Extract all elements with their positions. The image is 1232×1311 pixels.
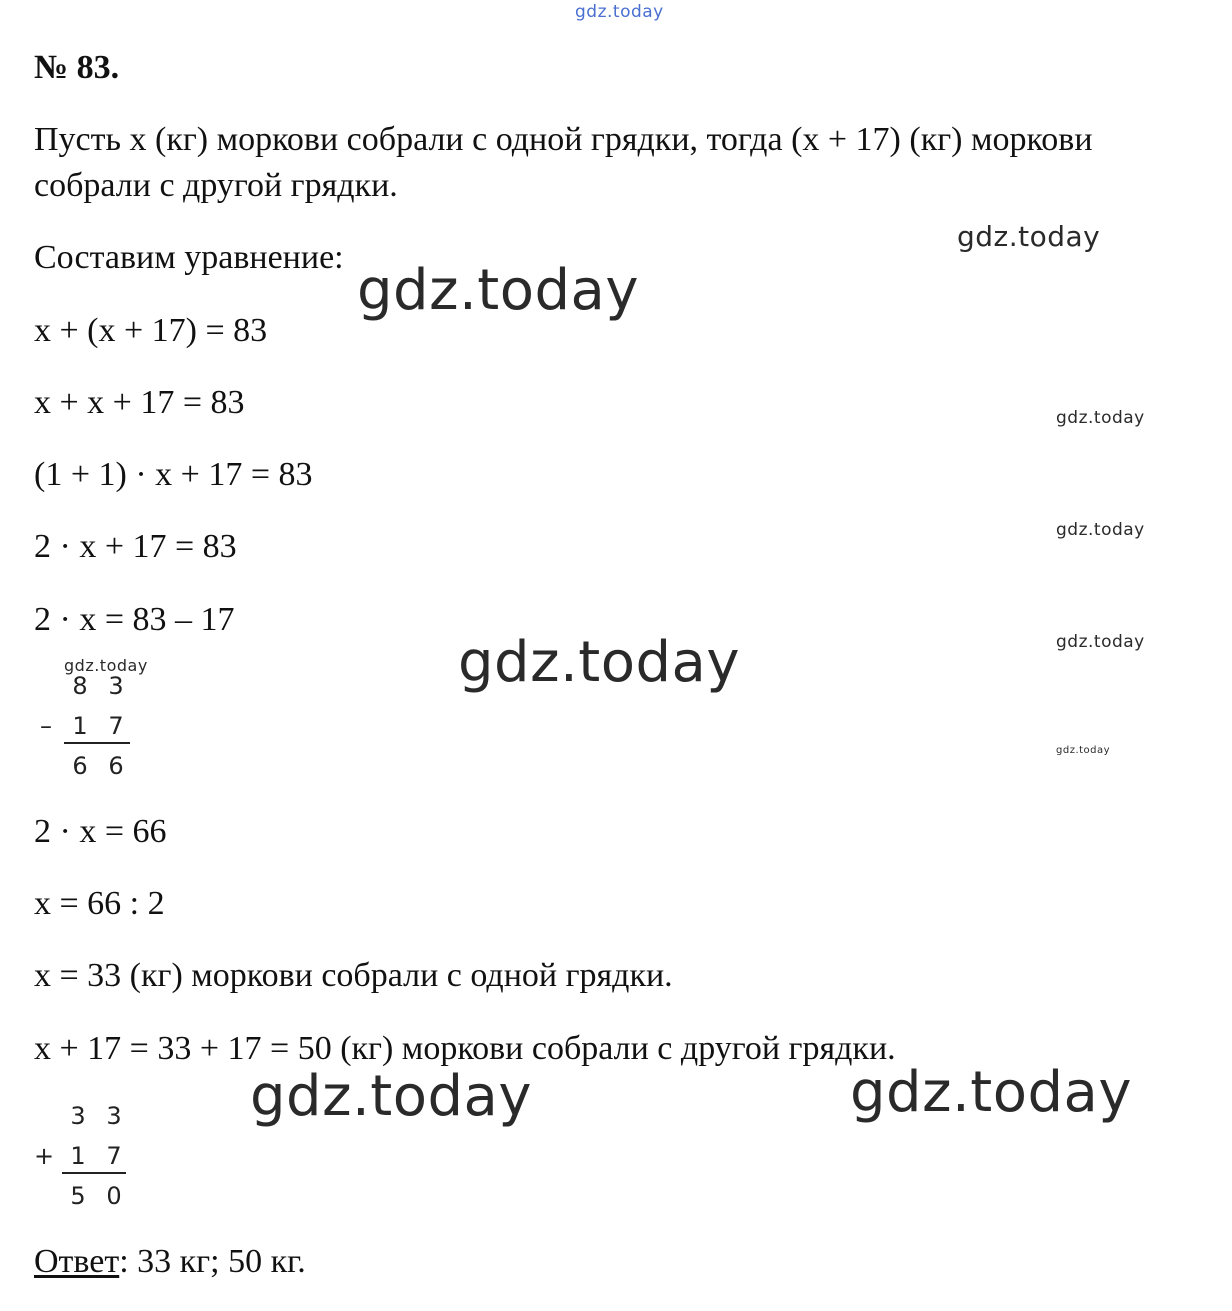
- digit: 3: [106, 1102, 122, 1130]
- digit: 3: [108, 672, 124, 700]
- digit: 0: [106, 1182, 122, 1210]
- watermark: gdz.today: [957, 220, 1101, 253]
- digit: 3: [70, 1102, 86, 1130]
- equation-intro: Составим уравнение:: [34, 239, 344, 276]
- problem-number: № 83.: [34, 49, 120, 86]
- answer: [34, 1242, 306, 1282]
- digit: 5: [70, 1182, 86, 1210]
- watermark: gdz.today: [458, 630, 741, 695]
- digit: 8: [72, 672, 88, 700]
- equation-step: (1 + 1) · x + 17 = 83: [34, 456, 313, 493]
- column-subtraction: [36, 672, 136, 782]
- equation-step: x + 17 = 33 + 17 = 50 (кг) моркови собрали с другой грядки.: [34, 1030, 896, 1067]
- equation-step: x = 33 (кг) моркови собрали с одной грядки.: [34, 957, 673, 994]
- equation-step: 2 · x = 83 – 17: [34, 601, 235, 638]
- equation-step: 2 · x = 66: [34, 813, 167, 850]
- problem-text-line1: Пусть x (кг) моркови собрали с одной грядки, тогда (x + 17) (кг) моркови: [34, 121, 1093, 158]
- sum-line: [62, 1172, 126, 1174]
- plus-sign: +: [34, 1142, 55, 1170]
- equation-step: x = 66 : 2: [34, 885, 165, 922]
- minus-sign: –: [40, 712, 52, 740]
- digit: 6: [72, 752, 88, 780]
- sum-line: [64, 742, 130, 744]
- digit: 1: [72, 712, 88, 740]
- watermark: gdz.today: [1056, 745, 1111, 756]
- answer-value: : 33 кг; 50 кг.: [119, 1243, 306, 1280]
- watermark: gdz.today: [64, 656, 148, 675]
- watermark: gdz.today: [1056, 632, 1145, 652]
- equation-step: x + (x + 17) = 83: [34, 312, 268, 349]
- digit: 6: [108, 752, 124, 780]
- problem-text-line2: собрали с другой грядки.: [34, 167, 398, 204]
- watermark: gdz.today: [250, 1064, 533, 1129]
- digit: 7: [106, 1142, 122, 1170]
- column-addition: [34, 1102, 134, 1212]
- equation-step: 2 · x + 17 = 83: [34, 528, 237, 565]
- watermark: gdz.today: [1056, 408, 1145, 428]
- digit: 7: [108, 712, 124, 740]
- watermark-top: gdz.today: [575, 2, 664, 22]
- digit: 1: [70, 1142, 86, 1170]
- answer-label: Ответ: [34, 1243, 120, 1280]
- watermark: gdz.today: [1056, 520, 1145, 540]
- watermark: gdz.today: [850, 1060, 1133, 1125]
- equation-step: x + x + 17 = 83: [34, 384, 245, 421]
- watermark: gdz.today: [357, 258, 640, 323]
